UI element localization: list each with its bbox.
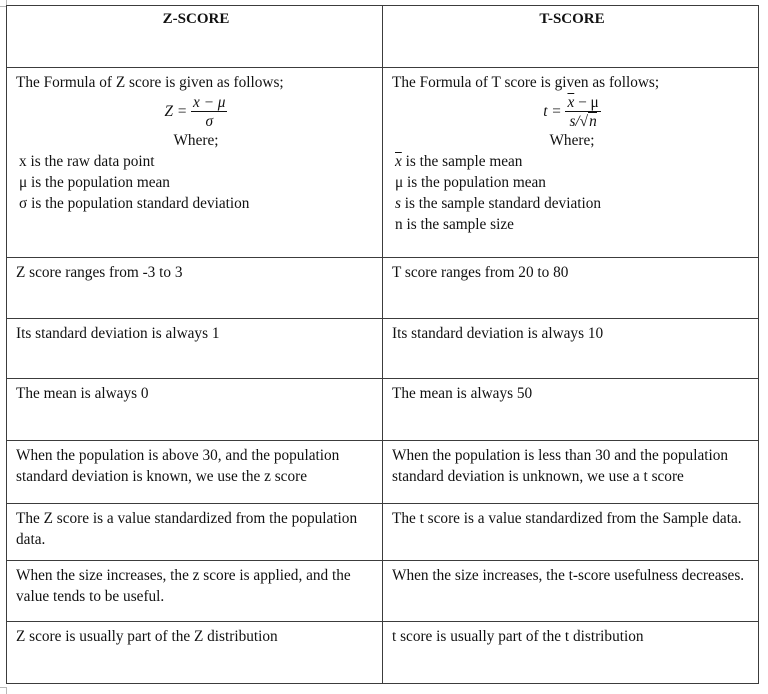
- comparison-table: [6, 5, 759, 684]
- table-row: [7, 561, 759, 622]
- z-definitions: [16, 151, 376, 214]
- t-formula-intro: The Formula of T score is given as follows;: [392, 74, 660, 91]
- header-t-score: T-SCORE: [383, 6, 759, 68]
- t-definition-item: μ is the population mean: [395, 174, 546, 191]
- t-denominator-s: s/: [569, 113, 580, 130]
- t-formula: [392, 94, 752, 131]
- t-formula-lhs: t =: [543, 103, 562, 121]
- t-formula-numerator: [565, 94, 600, 112]
- z-formula-intro: The Formula of Z score is given as follows;: [16, 74, 284, 91]
- t-cell: T score ranges from 20 to 80: [383, 258, 759, 319]
- z-where-label: Where;: [173, 132, 219, 149]
- z-cell: When the size increases, the z score is applied, and the value tends to be useful.: [7, 561, 383, 622]
- page-corner-mark: [0, 687, 7, 694]
- t-numerator-rest: − μ: [574, 94, 599, 111]
- z-cell: Its standard deviation is always 1: [7, 319, 383, 379]
- z-formula: [16, 94, 376, 131]
- z-definition-item: σ is the population standard deviation: [19, 195, 250, 212]
- z-definition-item: x is the raw data point: [19, 153, 155, 170]
- z-formula-lhs: Z =: [164, 103, 188, 121]
- t-cell: The t score is a value standardized from the Sample data.: [383, 504, 759, 561]
- t-definition-item: $\overline{x}$ is the sample mean: [395, 153, 523, 170]
- t-formula-cell: [383, 68, 759, 258]
- z-cell: Z score ranges from -3 to 3: [7, 258, 383, 319]
- t-cell: The mean is always 50: [383, 379, 759, 441]
- x-bar-symbol: $\overline{x}$: [567, 94, 575, 111]
- z-formula-cell: [7, 68, 383, 258]
- header-z-score: Z-SCORE: [7, 6, 383, 68]
- table-row: [7, 319, 759, 379]
- t-cell: t score is usually part of the t distribution: [383, 622, 759, 684]
- t-definition-item: n is the sample size: [395, 216, 514, 233]
- t-definitions: [392, 151, 752, 235]
- z-cell: The Z score is a value standardized from the population data.: [7, 504, 383, 561]
- header-row: [7, 6, 759, 68]
- t-where-label: Where;: [549, 132, 595, 149]
- t-cell: When the population is less than 30 and the population standard deviation is unknown, we use a t score: [383, 441, 759, 504]
- t-formula-denominator: [565, 112, 600, 131]
- t-cell: Its standard deviation is always 10: [383, 319, 759, 379]
- t-definition-item: s is the sample standard deviation: [395, 195, 602, 212]
- z-cell: Z score is usually part of the Z distribution: [7, 622, 383, 684]
- t-formula-fraction: [565, 94, 600, 131]
- t-denominator-n: n: [589, 113, 597, 130]
- table-row: [7, 622, 759, 684]
- z-formula-fraction: [191, 94, 227, 131]
- z-cell: The mean is always 0: [7, 379, 383, 441]
- sqrt-symbol: √: [579, 113, 589, 130]
- z-formula-numerator: x − μ: [193, 94, 226, 111]
- t-cell: When the size increases, the t-score usefulness decreases.: [383, 561, 759, 622]
- table-row: [7, 504, 759, 561]
- formula-row: [7, 68, 759, 258]
- z-definition-item: μ is the population mean: [19, 174, 170, 191]
- z-formula-denominator: σ: [205, 113, 214, 130]
- table-row: [7, 379, 759, 441]
- z-cell: When the population is above 30, and the population standard deviation is known, we use the z score: [7, 441, 383, 504]
- table-row: [7, 441, 759, 504]
- table-row: [7, 258, 759, 319]
